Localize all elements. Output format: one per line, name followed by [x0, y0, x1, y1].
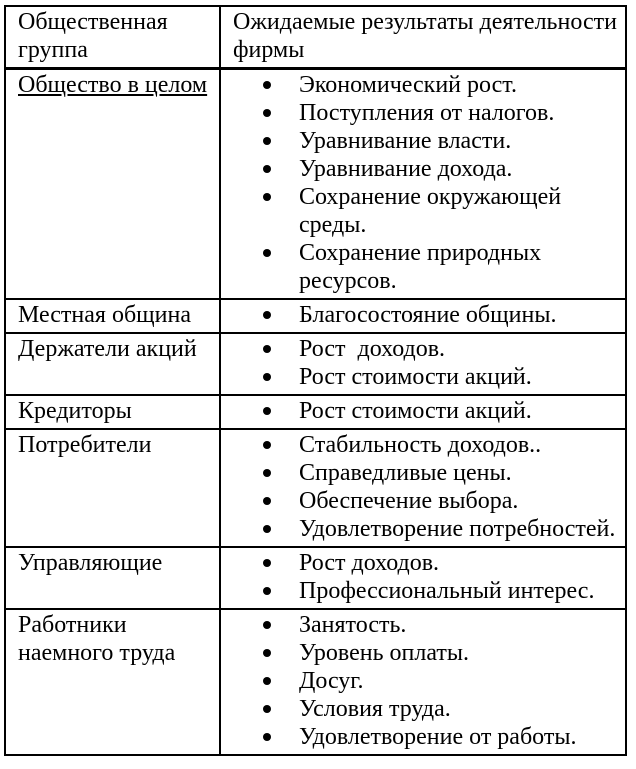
list-item-text: Удовлетворение от работы. [299, 724, 577, 750]
group-cell [5, 609, 220, 755]
table-row-shareholders [5, 333, 626, 395]
list-item [233, 301, 621, 329]
header-row [5, 6, 626, 69]
table-row-managers [5, 547, 626, 609]
bullet-icon [263, 497, 271, 505]
list-item-text: Справедливые цены. [299, 460, 512, 486]
list-item [233, 431, 621, 459]
table-row-hired-workers [5, 609, 626, 755]
bullet-icon [263, 407, 271, 415]
column-header-group: Общественная группа [5, 6, 220, 69]
stakeholders-table [4, 5, 627, 756]
bullet-icon [263, 165, 271, 173]
bullet-icon [263, 559, 271, 567]
list-item [233, 155, 621, 183]
bullet-icon [263, 525, 271, 533]
bullet-icon [263, 649, 271, 657]
group-cell [5, 299, 220, 333]
list-item [233, 71, 621, 99]
table-row-society [5, 69, 626, 300]
bullet-icon [263, 249, 271, 257]
bullet-icon [263, 705, 271, 713]
list-item [233, 99, 621, 127]
list-item [233, 577, 621, 605]
list-item-text: Уровень оплаты. [299, 640, 469, 666]
table-row-consumers [5, 429, 626, 547]
bullet-icon [263, 109, 271, 117]
group-label: Общество в целом [18, 72, 208, 98]
list-item-text: Профессиональный интерес. [299, 578, 595, 604]
list-item-text: Стабильность доходов.. [299, 432, 542, 458]
bullet-icon [263, 81, 271, 89]
bullet-icon [263, 311, 271, 319]
bullet-icon [263, 677, 271, 685]
group-label: Работники наемного труда [18, 612, 176, 666]
bullet-icon [263, 469, 271, 477]
group-cell [5, 429, 220, 547]
list-item-text: Досуг. [299, 668, 364, 694]
results-cell [220, 299, 626, 333]
list-item [233, 183, 621, 239]
group-label: Потребители [18, 432, 152, 458]
list-item-text: Рост доходов. [299, 550, 440, 576]
results-cell [220, 395, 626, 429]
list-item-text: Сохранение природных ресурсов. [299, 240, 548, 294]
list-item-text: Экономический рост. [299, 72, 517, 98]
list-item [233, 723, 621, 751]
list-item [233, 127, 621, 155]
list-item-text: Поступления от налогов. [299, 100, 555, 126]
column-header-results: Ожидаемые результаты деятельности фирмы [220, 6, 626, 69]
group-label: Местная община [18, 302, 191, 328]
list-item-text: Рост доходов. [299, 336, 446, 362]
group-cell [5, 395, 220, 429]
group-cell [5, 69, 220, 300]
group-label: Управляющие [18, 550, 163, 576]
bullet-icon [263, 345, 271, 353]
list-item-text: Удовлетворение потребностей. [299, 516, 616, 542]
list-item [233, 459, 621, 487]
list-item [233, 239, 621, 295]
group-label: Кредиторы [18, 398, 132, 424]
results-cell [220, 69, 626, 300]
list-item [233, 335, 621, 363]
bullet-icon [263, 193, 271, 201]
bullet-icon [263, 137, 271, 145]
list-item-text: Занятость. [299, 612, 407, 638]
list-item [233, 515, 621, 543]
group-cell [5, 547, 220, 609]
list-item [233, 363, 621, 391]
list-item [233, 549, 621, 577]
results-cell [220, 429, 626, 547]
bullet-icon [263, 373, 271, 381]
list-item-text: Уравнивание дохода. [299, 156, 513, 182]
list-item [233, 667, 621, 695]
bullet-icon [263, 441, 271, 449]
table-row-community [5, 299, 626, 333]
table-row-creditors [5, 395, 626, 429]
bullet-icon [263, 587, 271, 595]
bullet-icon [263, 733, 271, 741]
list-item-text: Благосостояние общины. [299, 302, 557, 328]
list-item-text: Рост стоимости акций. [299, 364, 532, 390]
results-cell [220, 609, 626, 755]
results-cell [220, 333, 626, 395]
results-cell [220, 547, 626, 609]
list-item-text: Обеспечение выбора. [299, 488, 519, 514]
list-item [233, 487, 621, 515]
list-item-text: Сохранение окружающей среды. [299, 184, 568, 238]
list-item [233, 611, 621, 639]
list-item [233, 397, 621, 425]
group-label: Держатели акций [18, 336, 197, 362]
group-cell [5, 333, 220, 395]
bullet-icon [263, 621, 271, 629]
list-item [233, 695, 621, 723]
list-item [233, 639, 621, 667]
list-item-text: Рост стоимости акций. [299, 398, 532, 424]
list-item-text: Уравнивание власти. [299, 128, 512, 154]
list-item-text: Условия труда. [299, 696, 451, 722]
